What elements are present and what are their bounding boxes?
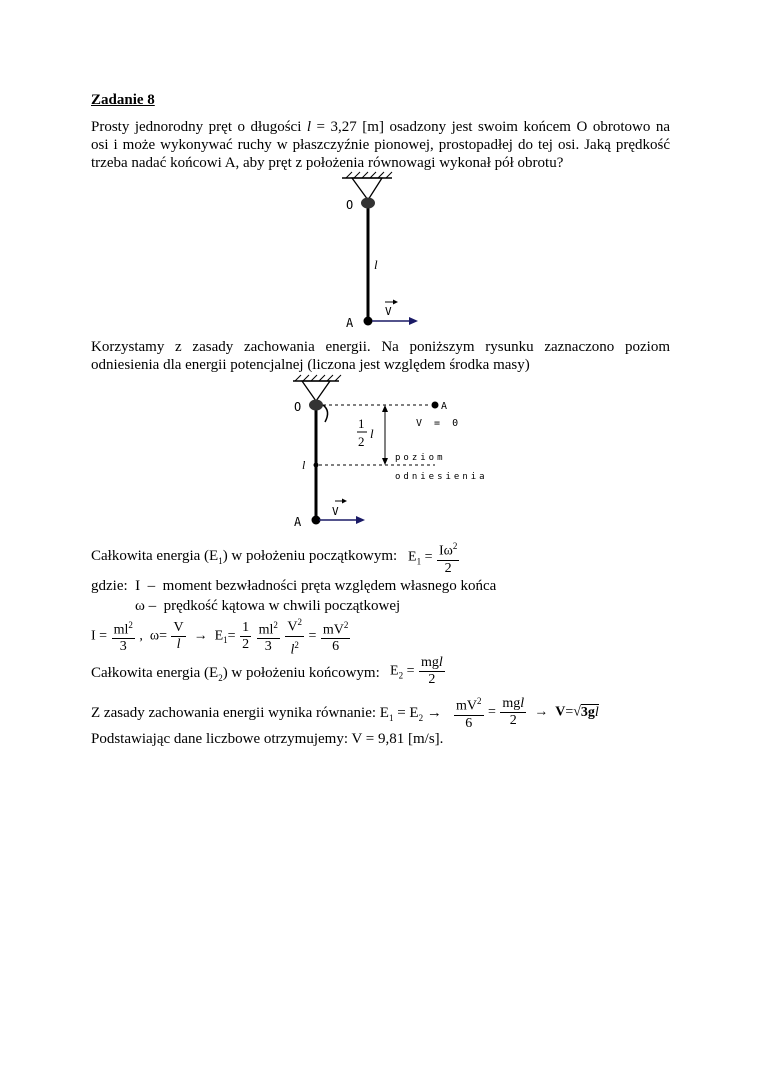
fig2-label-V-top: V = 0 bbox=[416, 418, 462, 429]
problem-line-3: trzeba nadać końcowi A, aby pręt z położenia równowagi wykonał pół obrotu? bbox=[91, 155, 564, 171]
pivot-O bbox=[309, 400, 323, 411]
fig2-half-num: 1 bbox=[358, 416, 365, 431]
fig2-label-l: l bbox=[302, 458, 306, 472]
fig2-label-O: O bbox=[294, 400, 302, 414]
conservation-line: Z zasady zachowania energii wynika równanie: $E_1 = E_2$ → bbox=[91, 705, 442, 723]
problem-line-2: osi i może wykonywać ruchy w płaszczyźnie pionowej, prostopadłej do tej osi. Jaką prędkość bbox=[91, 137, 670, 153]
fig2-label-A: A bbox=[294, 515, 302, 529]
figure-2-reference-level-diagram bbox=[285, 375, 488, 535]
moment-of-inertia-formula: I = $\frac{ml^2}{3}$ , ω= $\frac{V}{l}$ → $E_1=$ $\frac{1}{2}$ $\frac{ml^2}{3}$ $\frac{V^2}{l^2}$ = $\frac{mV^2}{6}$ bbox=[91, 614, 351, 658]
solution-intro bbox=[91, 338, 670, 374]
fig2-label-V: V bbox=[332, 505, 339, 518]
figure-1-rod-diagram bbox=[330, 172, 440, 332]
where-omega-line: ω – prędkość kątowa w chwili początkowej bbox=[135, 598, 401, 614]
energy-1-formula: $E_1$ = $\frac{I\omega^2}{2}$ bbox=[408, 538, 460, 577]
fig2-half-den: 2 bbox=[358, 434, 365, 449]
conservation-formula: $\frac{mV^2}{6}$ = $\frac{\text{mgl}}{2}$ → V=√3gl bbox=[453, 693, 599, 732]
fig1-label-O: O bbox=[346, 198, 354, 212]
energy-1-line: Całkowita energia $(E_1)$ w położeniu początkowym: bbox=[91, 548, 398, 566]
task-title: Zadanie 8 bbox=[91, 92, 155, 108]
problem-line-1: Prosty jednorodny pręt o długości l = 3,27 [m] osadzony jest swoim końcem O obrotowo na bbox=[91, 119, 670, 135]
fig1-label-A: A bbox=[346, 316, 354, 330]
problem-statement bbox=[91, 118, 670, 172]
where-I-line: gdzie: I – moment bezwładności pręta względem własnego końca bbox=[91, 578, 497, 594]
top-position-A bbox=[432, 402, 439, 409]
end-A bbox=[364, 317, 373, 326]
solution-intro-line-2: odniesienia dla energii potencjalnej (liczona jest względem środka masy) bbox=[91, 357, 530, 373]
result-line: Podstawiając dane liczbowe otrzymujemy: V = 9,81 [m/s]. bbox=[91, 731, 444, 747]
fig2-half-l: l bbox=[370, 426, 374, 441]
pivot-O bbox=[361, 198, 375, 209]
fig2-label-A-top: A bbox=[441, 401, 448, 412]
energy-2-line: Całkowita energia $(E_2)$ w położeniu końcowym: bbox=[91, 665, 380, 683]
fig2-label-odniesienia: odniesienia bbox=[395, 472, 488, 482]
fig2-label-poziom: poziom bbox=[395, 453, 446, 463]
energy-2-formula: $E_2$ = $\frac{\text{mgl}}{2}$ bbox=[390, 655, 443, 687]
fig1-label-V: V bbox=[385, 305, 392, 318]
fig1-label-l: l bbox=[374, 257, 378, 272]
solution-intro-line-1: Korzystamy z zasady zachowania energii. Na poniższym rysunku zaznaczono poziom bbox=[91, 339, 670, 355]
center-of-mass bbox=[314, 463, 319, 468]
